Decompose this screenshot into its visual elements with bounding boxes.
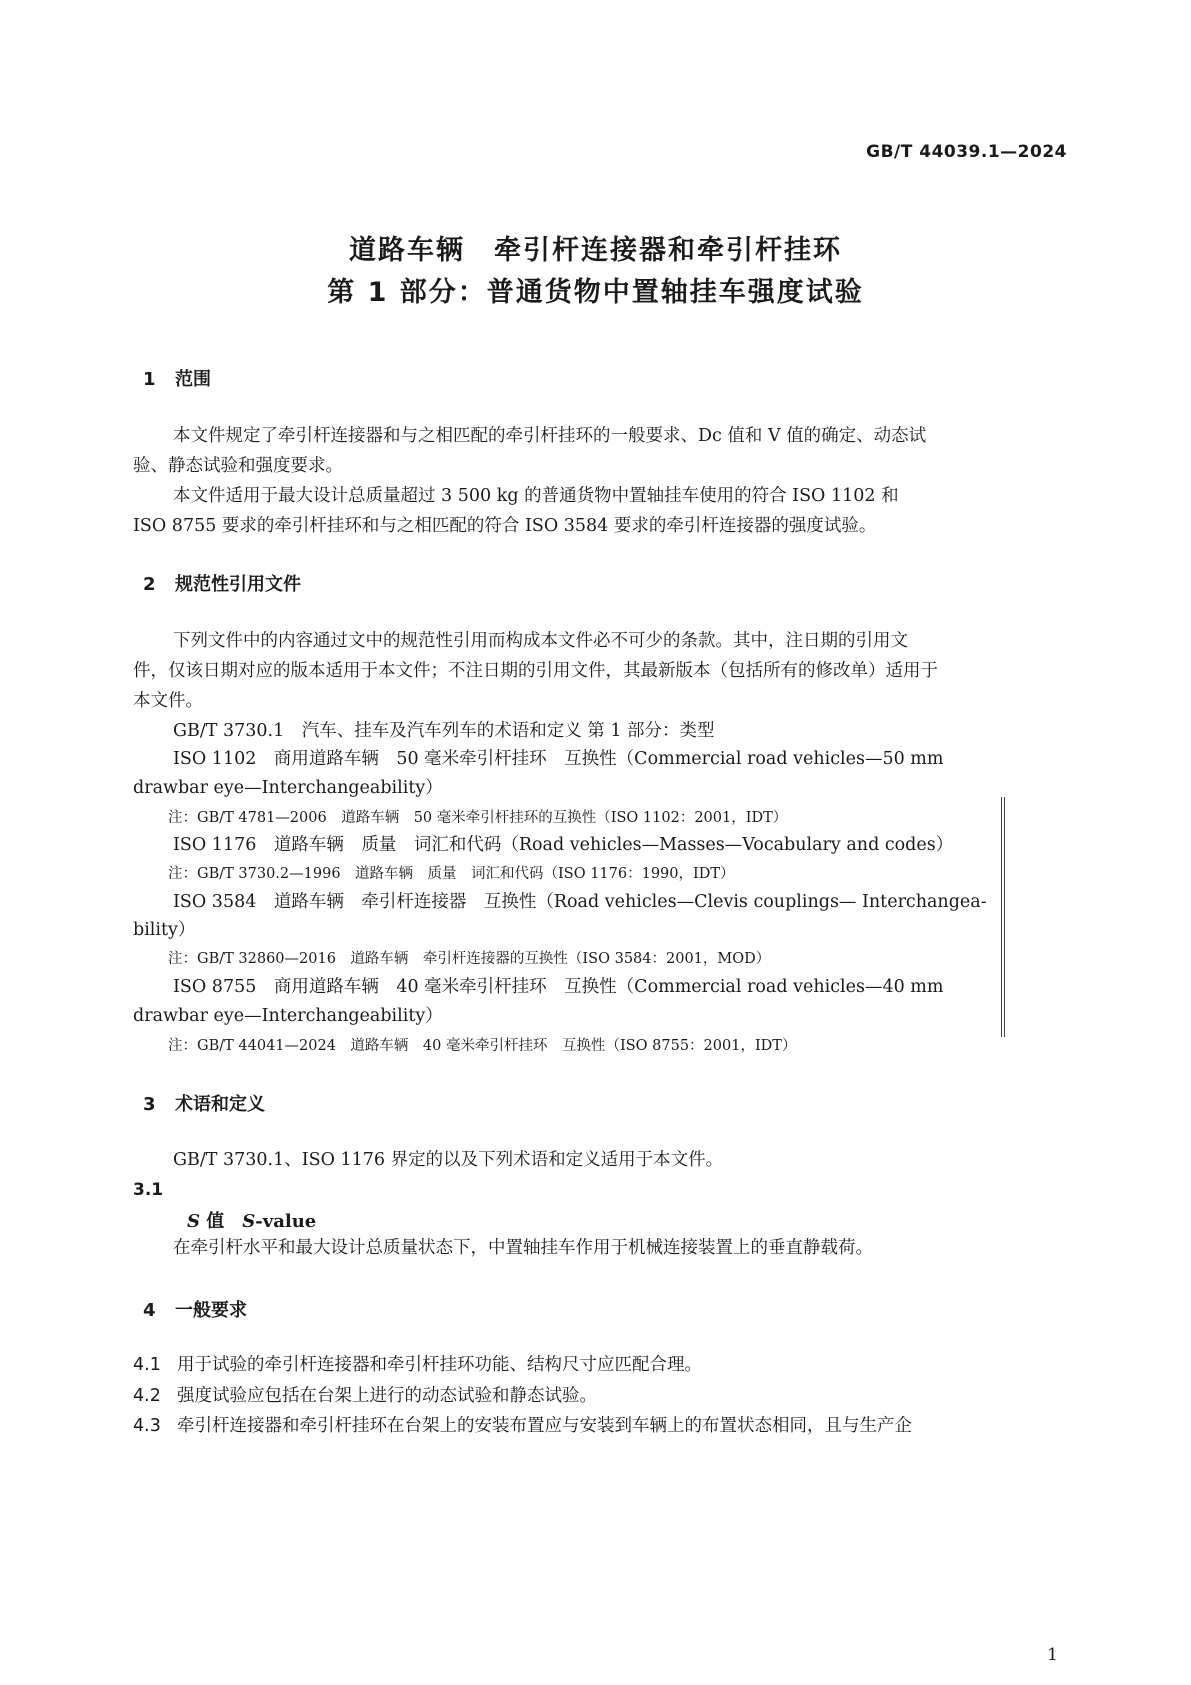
section-1-heading <box>143 365 211 391</box>
section-number: 4 <box>143 1300 156 1321</box>
term-definition: 在牵引杆水平和最大设计总质量状态下，中置轴挂车作用于机械连接装置上的垂直静载荷。 <box>173 1238 873 1258</box>
standard-number: GB/T 44039.1—2024 <box>866 142 1067 162</box>
reference-iso-1176: ISO 1176 道路车辆 质量 词汇和代码（Road vehicles—Masses—Vocabulary and codes） <box>173 835 954 855</box>
references-intro-line2: 件，仅该日期对应的版本适用于本文件；不注日期的引用文件，其最新版本（包括所有的修改单）适用于 <box>133 661 938 681</box>
clause-text: 强度试验应包括在台架上进行的动态试验和静态试验。 <box>177 1386 597 1406</box>
section-title: 规范性引用文件 <box>175 574 301 595</box>
scope-paragraph2-line1: 本文件适用于最大设计总质量超过 3 500 kg 的普通货物中置轴挂车使用的符合 ISO 1102 和 <box>173 486 899 506</box>
scope-paragraph1-line1: 本文件规定了牵引杆连接器和与之相匹配的牵引杆挂环的一般要求、Dc 值和 V 值的确定、动态试 <box>173 426 927 446</box>
clause-text: 牵引杆连接器和牵引杆挂环在台架上的安装布置应与安装到车辆上的布置状态相同，且与生产企 <box>177 1416 912 1436</box>
term-chinese: 值 <box>200 1211 243 1232</box>
reference-iso-3584-line2: bility） <box>133 920 196 940</box>
clause-4-3 <box>133 1411 912 1441</box>
terms-intro: GB/T 3730.1、ISO 1176 界定的以及下列术语和定义适用于本文件。 <box>173 1150 724 1170</box>
reference-note: 注：GB/T 4781—2006 道路车辆 50 毫米牵引杆挂环的互换性（ISO 1102：2001，IDT） <box>168 810 788 826</box>
section-title: 范围 <box>175 369 211 390</box>
document-title-line2: 第 1 部分：普通货物中置轴挂车强度试验 <box>327 277 864 308</box>
clause-number: 4.1 <box>133 1355 161 1375</box>
section-number: 2 <box>143 574 156 595</box>
scope-paragraph2-line2: ISO 8755 要求的牵引杆挂环和与之相匹配的符合 ISO 3584 要求的牵引杆连接器的强度试验。 <box>133 516 877 536</box>
scope-paragraph1-line2: 验、静态试验和强度要求。 <box>133 456 343 476</box>
change-bar <box>1001 797 1002 1037</box>
section-3-heading <box>143 1090 265 1116</box>
term-number: 3.1 <box>133 1180 164 1200</box>
section-2-heading <box>143 570 301 596</box>
section-4-heading <box>143 1296 247 1322</box>
term-title <box>187 1207 316 1233</box>
clause-4-1 <box>133 1350 702 1380</box>
section-number: 3 <box>143 1094 156 1115</box>
reference-note: 注：GB/T 3730.2—1996 道路车辆 质量 词汇和代码（ISO 1176：1990，IDT） <box>168 866 735 882</box>
clause-4-2 <box>133 1381 597 1411</box>
reference-gbt-3730-1: GB/T 3730.1 汽车、挂车及汽车列车的术语和定义 第 1 部分：类型 <box>173 721 715 741</box>
reference-iso-8755-line2: drawbar eye—Interchangeability） <box>133 1006 443 1026</box>
reference-iso-1102-line1: ISO 1102 商用道路车辆 50 毫米牵引杆挂环 互换性（Commercial road vehicles—50 mm <box>173 749 944 769</box>
reference-note: 注：GB/T 44041—2024 道路车辆 40 毫米牵引杆挂环 互换性（ISO 8755：2001，IDT） <box>168 1038 797 1054</box>
section-title: 一般要求 <box>175 1300 247 1321</box>
term-english: -value <box>255 1211 317 1232</box>
references-intro-line1: 下列文件中的内容通过文中的规范性引用而构成本文件必不可少的条款。其中，注日期的引用文 <box>173 631 908 651</box>
reference-iso-8755-line1: ISO 8755 商用道路车辆 40 毫米牵引杆挂环 互换性（Commercial road vehicles—40 mm <box>173 977 944 997</box>
reference-note: 注：GB/T 32860—2016 道路车辆 牵引杆连接器的互换性（ISO 3584：2001，MOD） <box>168 951 771 967</box>
term-symbol: S <box>187 1211 200 1232</box>
section-number: 1 <box>143 369 156 390</box>
page-number: 1 <box>1047 1645 1058 1665</box>
clause-number: 4.3 <box>133 1416 161 1436</box>
references-intro-line3: 本文件。 <box>133 691 203 711</box>
reference-iso-3584-line1: ISO 3584 道路车辆 牵引杆连接器 互换性（Road vehicles—Clevis couplings— Interchangea- <box>173 892 987 912</box>
section-title: 术语和定义 <box>175 1094 265 1115</box>
clause-number: 4.2 <box>133 1386 161 1406</box>
document-title-line1: 道路车辆 牵引杆连接器和牵引杆挂环 <box>349 235 842 266</box>
term-symbol: S <box>242 1211 256 1232</box>
reference-iso-1102-line2: drawbar eye—Interchangeability） <box>133 778 443 798</box>
clause-text: 用于试验的牵引杆连接器和牵引杆挂环功能、结构尺寸应匹配合理。 <box>177 1355 702 1375</box>
change-bar <box>1004 797 1005 1037</box>
